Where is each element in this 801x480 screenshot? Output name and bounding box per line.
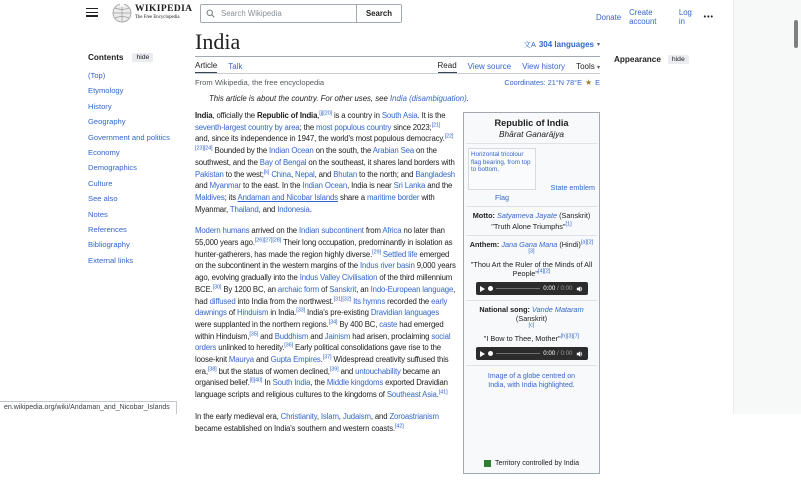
text-link[interactable]: Indian Ocean	[302, 181, 348, 191]
text-link[interactable]: diffused	[209, 296, 236, 306]
text-span: and	[258, 331, 275, 341]
contents-item[interactable]: History	[88, 101, 112, 111]
seek-handle[interactable]	[488, 286, 493, 291]
text-span: .	[309, 204, 312, 214]
text-link[interactable]: most populous country	[316, 122, 392, 132]
contents-item[interactable]: See also	[88, 194, 118, 204]
song-translation: "I Bow to Thee, Mother"[h][3][7]	[483, 333, 580, 343]
seek-track[interactable]	[496, 288, 541, 290]
text-span: and	[254, 355, 271, 365]
text-link[interactable]: Maldives	[195, 192, 225, 202]
languages-button[interactable]	[523, 39, 600, 50]
text-span: to the west;	[223, 169, 264, 179]
text-span: with Myanmar,	[195, 192, 435, 214]
text-link[interactable]: Sanskrit	[329, 284, 357, 294]
ref-link[interactable]: [42]	[394, 422, 404, 429]
tab-view-history[interactable]: View history	[522, 62, 566, 71]
infobox-map	[466, 365, 597, 471]
ref-link[interactable]: [38]	[207, 366, 217, 373]
text-span: arrived on the	[249, 226, 300, 236]
text-link[interactable]: Zoroastrianism	[389, 411, 439, 421]
coordinates-link[interactable]: Coordinates: 21°N 78°E	[504, 78, 582, 87]
text-link[interactable]: Islam	[320, 411, 339, 421]
contents-item[interactable]: (Top)	[88, 71, 106, 80]
ref-link[interactable]: [23]	[195, 145, 204, 152]
tab-article[interactable]: Article	[195, 61, 217, 73]
text-span: Widespread creativity suffused this era,	[195, 355, 449, 376]
ref-link[interactable]: [32]	[342, 295, 352, 302]
text-span: had arisen, proclaiming	[350, 331, 432, 341]
infobox-motto	[466, 206, 597, 235]
search-button[interactable]: Search	[356, 5, 401, 22]
site-header	[0, 0, 733, 28]
ref-link[interactable]: [c]	[528, 322, 535, 329]
ref-link[interactable]: [j]	[319, 110, 324, 117]
song-audio-player	[476, 347, 588, 360]
ref-link[interactable]: [26]	[254, 237, 264, 244]
text-link[interactable]: Dravidian languages	[370, 308, 440, 318]
contents-item[interactable]: Geography	[88, 117, 126, 127]
text-span: ,	[317, 111, 320, 120]
text-link[interactable]: Pakistan	[195, 169, 224, 179]
user-links	[596, 8, 714, 26]
text-span: , an	[356, 284, 371, 294]
text-link[interactable]: Judaism	[342, 411, 371, 421]
contents-item[interactable]: Culture	[88, 178, 113, 188]
legend-text: Territory controlled by India	[494, 460, 580, 467]
text-link[interactable]: seventh-largest country by area	[195, 122, 300, 132]
text-span: . It is the	[417, 111, 446, 120]
text-link[interactable]: archaic form	[277, 284, 319, 294]
text-span: ,	[316, 411, 321, 421]
contents-item[interactable]: Etymology	[88, 86, 124, 96]
text-span: , and	[258, 204, 278, 214]
text-link[interactable]: Indonesia	[277, 204, 310, 214]
text-span: Early political consolidations gave rise to the loose-knit	[195, 343, 441, 365]
coordinates-cut-text: E	[595, 78, 600, 87]
create-account-link[interactable]: Create account	[629, 8, 657, 26]
more-options-icon[interactable]: •••	[703, 13, 714, 21]
volume-icon[interactable]	[576, 285, 584, 293]
map-image-area	[468, 390, 595, 460]
text-link[interactable]: Sri Lanka	[393, 181, 426, 191]
play-button-icon[interactable]	[480, 351, 485, 357]
song-label: National song:	[479, 305, 533, 314]
text-span: In the early medieval era,	[195, 411, 281, 421]
article-main	[195, 30, 600, 480]
text-span: India's pre-existing	[305, 308, 371, 318]
appearance-title: Appearance	[614, 55, 661, 64]
text-span: into India from the northwest.	[235, 296, 334, 306]
motto-label: Motto:	[472, 211, 498, 220]
infobox-flag-row	[466, 143, 597, 206]
text-span: to the east. In the	[241, 181, 303, 191]
ref-link[interactable]: [20]	[323, 110, 332, 117]
legend-swatch	[484, 460, 491, 467]
text-span: , India is near	[347, 181, 394, 191]
text-link[interactable]: Andaman and Nicobar Islands	[237, 192, 338, 202]
contents-item[interactable]: External links	[88, 255, 134, 265]
site-subtitle: From Wikipedia, the free encyclopedia	[195, 78, 325, 87]
song-link[interactable]: Vande Mataram	[532, 305, 584, 314]
text-span: and	[338, 366, 356, 376]
ref-link[interactable]: [24]	[203, 145, 213, 152]
seek-handle[interactable]	[488, 351, 493, 356]
ref-link[interactable]: [35]	[249, 331, 259, 338]
search-input[interactable]	[219, 8, 356, 19]
contents-item[interactable]: Demographics	[88, 163, 137, 173]
song-ref-line	[468, 323, 595, 332]
infobox-national-song	[466, 300, 597, 365]
text-link[interactable]: caste	[379, 319, 398, 329]
ref-link[interactable]: [22]	[444, 133, 454, 140]
state-emblem-link[interactable]: State emblem	[550, 183, 595, 192]
play-button-icon[interactable]	[480, 286, 485, 292]
wikipedia-wordmark	[135, 5, 192, 20]
text-link[interactable]: Indus river basin	[360, 261, 415, 271]
text-span: ,	[290, 169, 295, 179]
text-link[interactable]: Indian subcontinent	[299, 226, 364, 236]
text-link[interactable]: maritime border	[366, 192, 420, 202]
text-link[interactable]: Maurya	[228, 355, 254, 365]
wikipedia-globe-icon	[112, 3, 132, 23]
text-span: .	[436, 390, 439, 400]
text-span: of	[319, 284, 330, 294]
text-span: unlinked to heredity.	[216, 343, 285, 353]
ref-link[interactable]: [31]	[333, 295, 343, 302]
contents-item[interactable]: Government and politics	[88, 132, 170, 142]
text-span: , had	[195, 284, 456, 306]
text-span: to the north; and	[357, 169, 416, 179]
text-link[interactable]: Christianity	[280, 411, 317, 421]
text-span: Bounded by the	[212, 146, 270, 156]
song-lang: (Sanskrit)	[515, 314, 548, 323]
text-link[interactable]: South India	[272, 378, 311, 388]
infobox-title: Republic of India	[494, 118, 569, 128]
text-span: since 2023;	[391, 122, 432, 132]
text-span: of the third millennium BCE.	[195, 273, 453, 294]
article-tabbar	[195, 58, 600, 74]
tab-read[interactable]: Read	[438, 61, 457, 73]
text-link[interactable]: Africa	[382, 226, 402, 236]
text-span: had emerged within Hinduism,	[195, 319, 444, 341]
text-link[interactable]: China	[271, 169, 291, 179]
tab-view-source[interactable]: View source	[467, 62, 512, 71]
motto-translation: "Truth Alone Triumphs"[1]	[491, 221, 572, 231]
ref-link[interactable]: [33]	[296, 307, 306, 314]
player-time: 0:00 / 0:00	[543, 350, 573, 357]
language-icon: 文A	[523, 40, 536, 49]
text-link[interactable]: Jainism	[324, 331, 351, 341]
anthem-lang: (Hindi)	[557, 240, 581, 249]
page-title: India	[195, 29, 241, 54]
wikipedia-logo[interactable]	[112, 3, 192, 23]
text-span: recorded the	[385, 296, 432, 306]
text-span: , officially the	[212, 111, 257, 120]
text-span: Their long occupation, predominantly in isolation as hunter-gatherers, has made the region highly diverse.	[195, 238, 453, 259]
contents-item[interactable]: Economy	[88, 147, 120, 157]
text-span: 9,000 years ago, evolving gradually into the	[195, 261, 456, 283]
hatnote	[209, 94, 600, 104]
chevron-down-icon: ▾	[596, 42, 600, 48]
text-link[interactable]: Indo-European language	[370, 284, 454, 294]
ref-link[interactable]: [29]	[372, 249, 381, 256]
text-span: of	[226, 308, 237, 318]
text-span: were supplanted in the northern regions.	[195, 319, 329, 329]
volume-icon[interactable]	[576, 350, 584, 358]
text-link[interactable]: Bhutan	[333, 169, 358, 179]
text-link[interactable]: India (disambiguation)	[390, 94, 467, 103]
tab-tools[interactable]: Tools ▾	[576, 62, 600, 71]
text-span: ,	[338, 411, 343, 421]
text-link[interactable]: South Asia	[381, 111, 418, 120]
text-span: In	[262, 378, 273, 388]
text-link[interactable]: Thailand	[229, 204, 259, 214]
ref-link[interactable]: [34]	[328, 319, 338, 326]
tab-talk[interactable]: Talk	[228, 62, 243, 71]
logo-title: WIKIPEDIA	[135, 4, 193, 15]
text-link[interactable]: Arabian Sea	[372, 146, 415, 156]
flag-caption-link[interactable]: Flag	[495, 193, 509, 202]
text-span: and, since its independence in 1947, the world's most populous democracy.	[195, 134, 445, 144]
text-span: on the south, the	[313, 146, 373, 156]
globe-image-broken[interactable]: Image of a globe centred on India, with India highlighted.	[487, 373, 576, 389]
appearance-panel	[614, 55, 689, 64]
donate-link[interactable]: Donate	[596, 12, 622, 22]
text-link[interactable]: Southeast Asia	[386, 390, 437, 400]
contents-item[interactable]: Bibliography	[88, 240, 130, 250]
ref-link[interactable]: [27]	[263, 237, 273, 244]
seek-track[interactable]	[496, 353, 541, 355]
text-span: and	[308, 331, 325, 341]
text-link[interactable]: Settled life	[382, 249, 418, 259]
logo-tagline: The Free Encyclopedia	[135, 14, 180, 20]
link-status-bar: en.wikipedia.org/wiki/Andaman_and_Nicobar_Islands	[0, 401, 177, 414]
player-time: 0:00 / 0:00	[543, 285, 573, 292]
text-span: became an organised belief.	[195, 366, 440, 388]
text-span: ; its	[224, 192, 238, 202]
main-menu-icon[interactable]	[86, 8, 98, 17]
text-span: and the	[425, 181, 453, 191]
infobox-native-name: Bhārat Ganarājya	[498, 129, 565, 139]
text-span: Republic of India	[257, 111, 318, 120]
contents-item[interactable]: References	[88, 224, 127, 234]
text-link[interactable]: Its hymns	[353, 296, 386, 306]
contents-list	[88, 71, 193, 265]
text-link[interactable]: Buddhism	[274, 331, 309, 341]
text-link[interactable]: Middle kingdoms	[326, 378, 384, 388]
text-span: India	[195, 111, 213, 120]
text-link[interactable]: Indus Valley Civilisation	[299, 273, 378, 283]
anthem-audio-player	[476, 282, 588, 295]
text-span: emerged on the subcontinent in the western margins of the	[195, 249, 450, 271]
text-link[interactable]: Myanmar	[209, 181, 242, 191]
text-span: By 400 BC,	[337, 319, 380, 329]
contents-hide-button[interactable]: hide	[132, 53, 153, 62]
ref-link[interactable]: [37]	[322, 354, 332, 361]
text-span: share a	[337, 192, 367, 202]
motto-link[interactable]: Satyameva Jayate	[497, 211, 558, 220]
text-span: is a country in	[331, 111, 382, 120]
languages-label: 304 languages	[538, 40, 594, 49]
contents-sidebar	[88, 53, 193, 271]
infobox-republic-of-india	[463, 112, 600, 474]
flag-image-broken[interactable]: Horizontal tricolour flag bearing, from top to bottom,	[468, 148, 536, 190]
article-content	[195, 110, 600, 467]
flag-cell	[468, 148, 536, 202]
search-bar	[200, 4, 402, 23]
ref-link[interactable]: [k]	[263, 168, 270, 175]
text-span: .	[320, 355, 323, 365]
text-link[interactable]: Bangladesh	[415, 169, 455, 179]
ref-link[interactable]: [41]	[438, 389, 448, 396]
map-legend	[468, 460, 595, 467]
ref-link[interactable]: [30]	[212, 284, 222, 291]
ref-link[interactable]: [28]	[272, 237, 282, 244]
featured-article-star-icon: ★	[584, 78, 593, 87]
text-link[interactable]: Indian Ocean	[269, 146, 314, 156]
coordinates	[504, 78, 600, 87]
anthem-link[interactable]: Jana Gana Mana	[501, 240, 558, 249]
text-span: and	[195, 181, 210, 191]
text-link[interactable]: untouchability	[355, 366, 401, 376]
text-span: , and	[314, 169, 334, 179]
search-icon	[206, 9, 215, 18]
text-span: on the southwest, and the	[195, 146, 437, 167]
text-link[interactable]: Bay of Bengal	[259, 157, 307, 167]
ref-link[interactable]: [4][2]	[537, 268, 551, 275]
ref-link[interactable]: [1]	[565, 221, 572, 228]
anthem-label: Anthem:	[469, 240, 502, 249]
text-span: This article is about the country. For other uses, see	[209, 94, 390, 103]
ref-link[interactable]: [21]	[431, 122, 441, 129]
contents-title: Contents	[88, 53, 124, 62]
text-span: in India.	[268, 308, 297, 318]
motto-lang: (Sanskrit)	[557, 211, 591, 220]
right-gutter	[733, 0, 801, 414]
text-link[interactable]: Gupta Empires	[270, 355, 321, 365]
text-span: on the southeast, it shares land borders with	[306, 157, 455, 167]
text-span: .	[466, 94, 469, 103]
log-in-link[interactable]: Log in	[678, 8, 692, 26]
text-span: from	[363, 226, 383, 236]
text-span: , and	[370, 411, 390, 421]
ref-link[interactable]: [36]	[284, 342, 294, 349]
text-span: By 1200 BC, an	[221, 284, 278, 294]
infobox-anthem	[466, 235, 597, 300]
contents-item[interactable]: Notes	[88, 209, 108, 219]
ref-link[interactable]: [h][3][7]	[560, 333, 580, 340]
anthem-translation: "Thou Art the Ruler of the Minds of All People"[4][2]	[470, 260, 593, 278]
text-span: ; the	[299, 122, 317, 132]
text-link[interactable]: social orders	[195, 331, 451, 353]
text-span: , the	[310, 378, 327, 388]
text-span: exported Dravidian language scripts and religious cultures to the kingdoms of	[195, 378, 448, 400]
text-span: but the status of women declined,	[216, 366, 330, 376]
text-span: no later than 55,000 years ago.	[195, 226, 445, 248]
text-link[interactable]: Nepal	[294, 169, 315, 179]
text-link[interactable]: Hinduism	[237, 308, 269, 318]
appearance-hide-button[interactable]: hide	[668, 55, 689, 64]
ref-link[interactable]: [a][2][3]	[528, 239, 594, 255]
scrollbar-thumb[interactable]	[794, 20, 798, 48]
text-link[interactable]: early dawnings	[195, 296, 448, 318]
chevron-down-icon: ▾	[596, 65, 600, 71]
ref-link[interactable]: [39]	[329, 366, 339, 373]
text-link[interactable]: Modern humans	[195, 226, 250, 236]
text-span: became established on India's southern and western coasts.	[195, 423, 395, 433]
ref-link[interactable]: [l]	[249, 377, 254, 384]
ref-link[interactable]: [40]	[253, 377, 263, 384]
